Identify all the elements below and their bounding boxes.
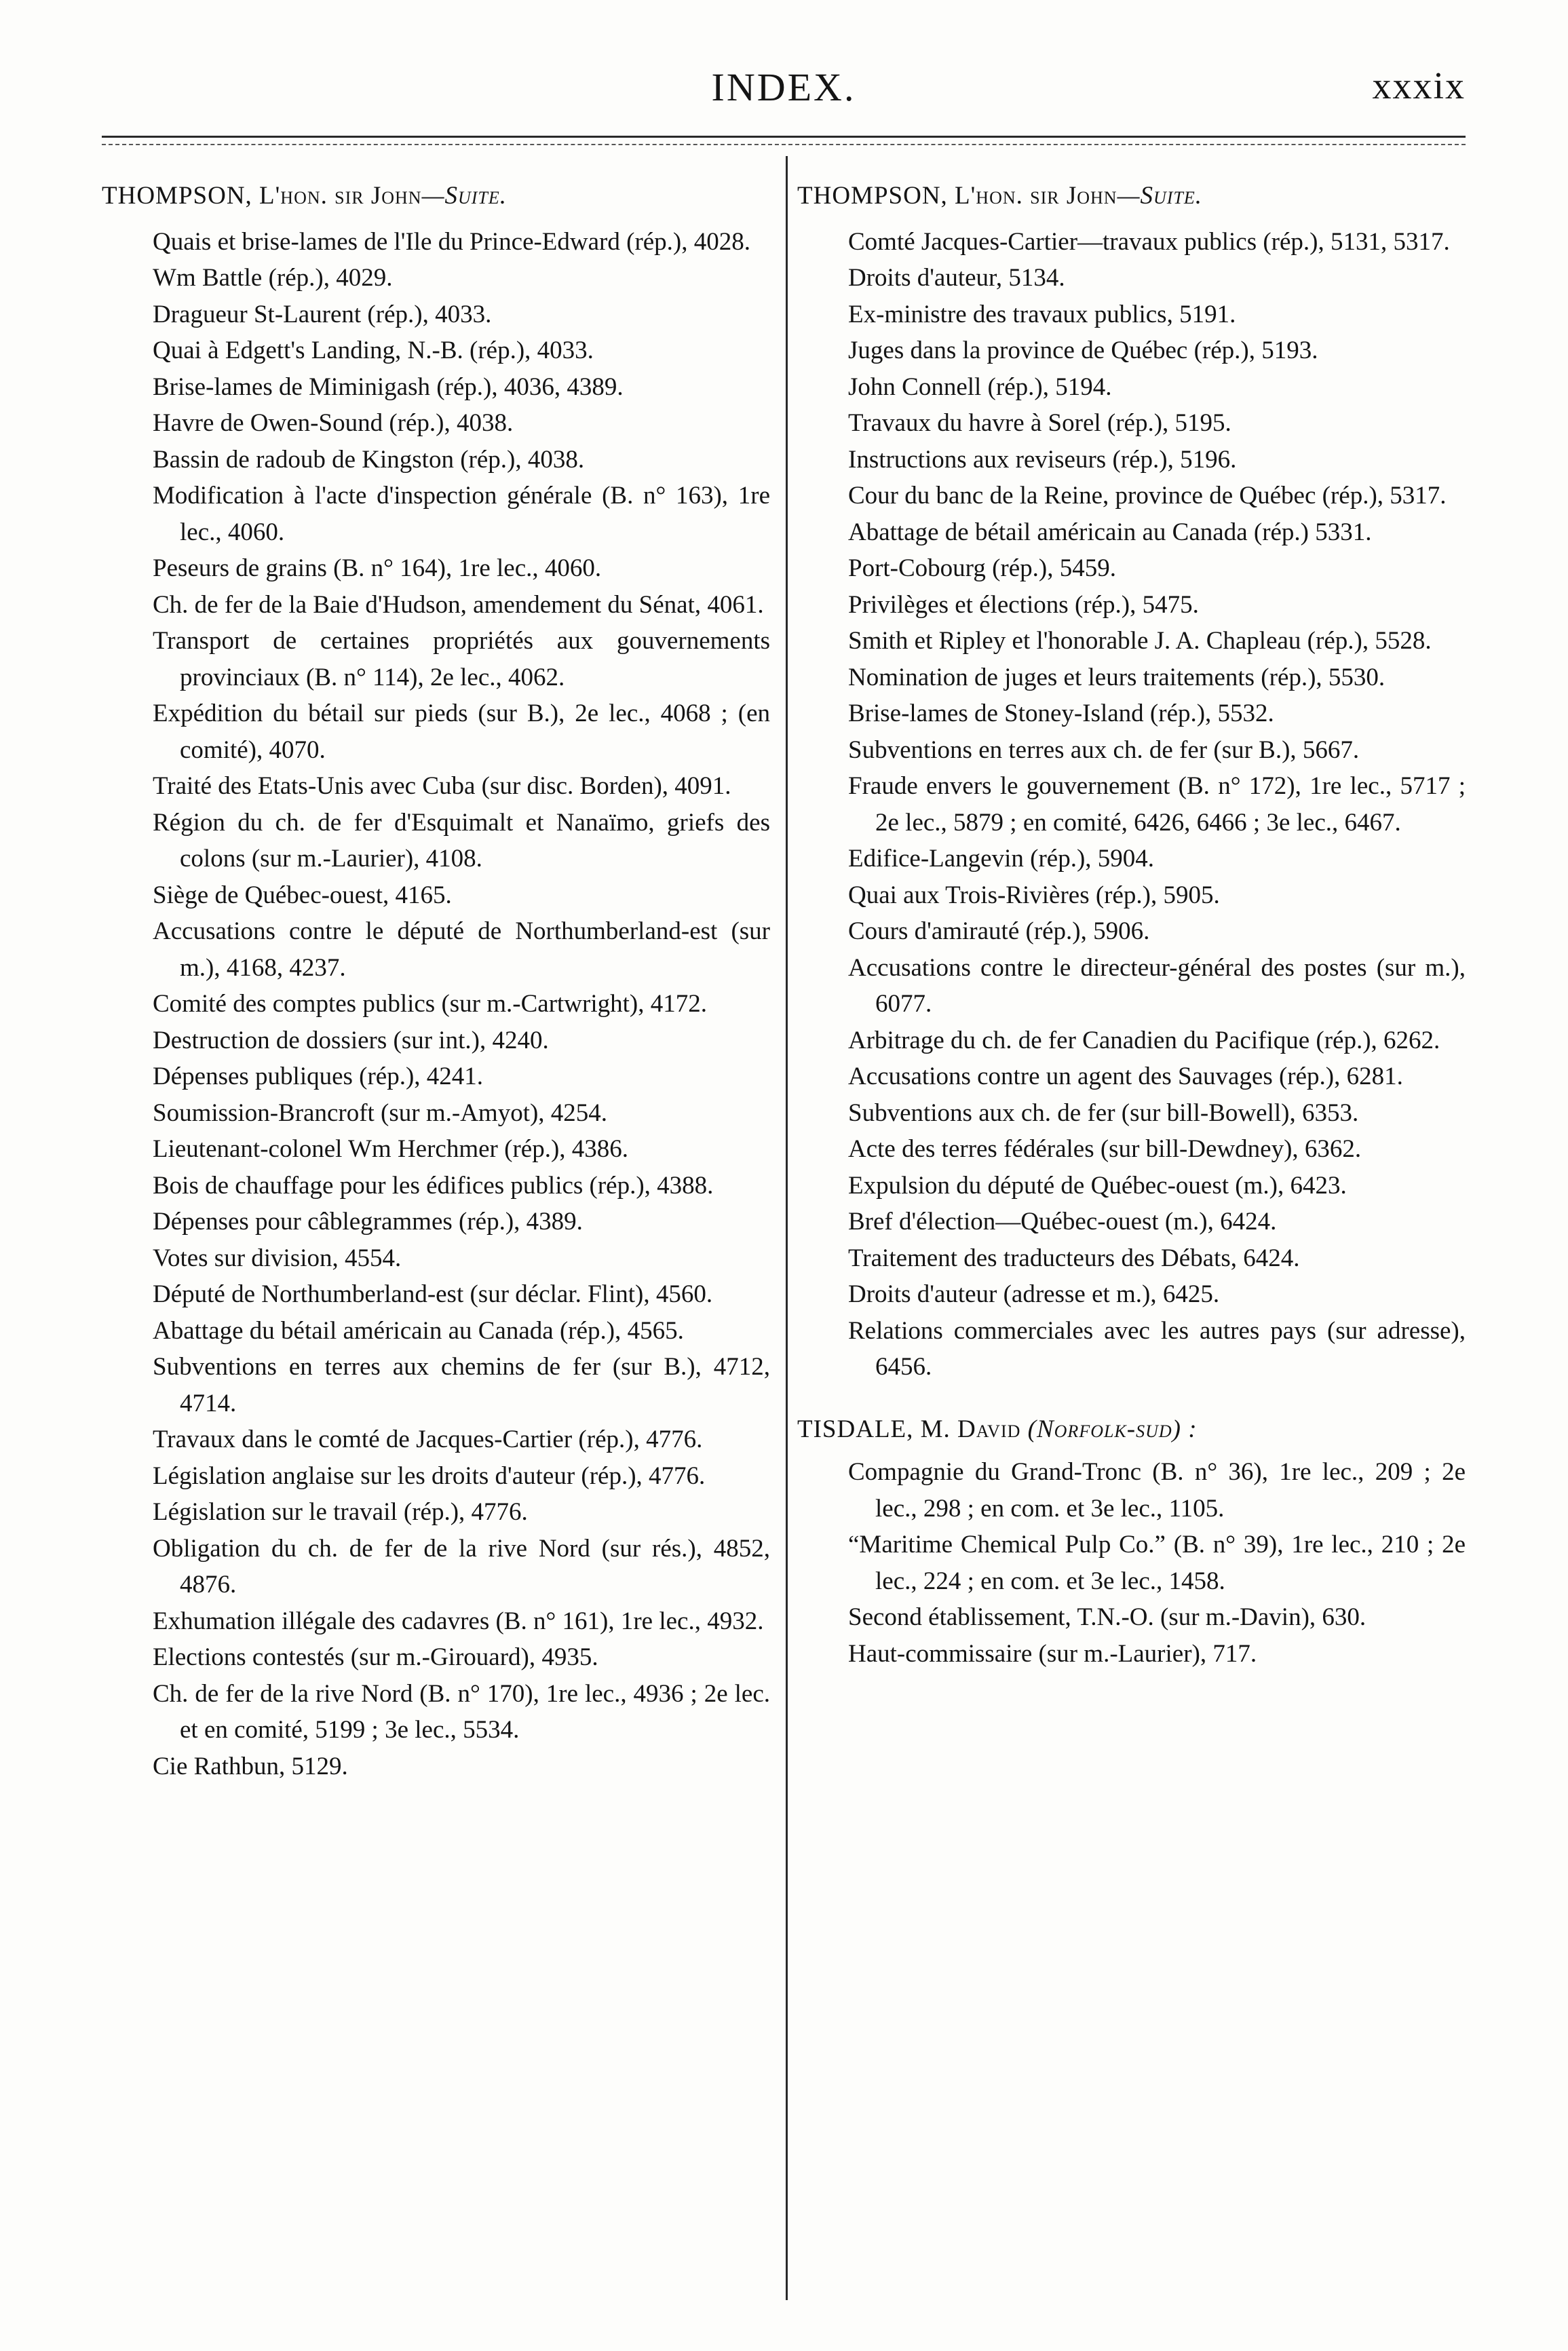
index-entry: Obligation du ch. de fer de la rive Nord (sur rés.), 4852, 4876. bbox=[153, 1534, 770, 1599]
index-entry: Ch. de fer de la Baie d'Hudson, amendement du Sénat, 4061. bbox=[153, 590, 764, 619]
index-entry: Travaux du havre à Sorel (rép.), 5195. bbox=[848, 409, 1231, 437]
left-column bbox=[102, 178, 770, 1784]
index-entry: Subventions aux ch. de fer (sur bill-Bowell), 6353. bbox=[848, 1098, 1359, 1127]
index-entry: Ch. de fer de la rive Nord (B. n° 170), 1re lec., 4936 ; 2e lec. et en comité, 5199 ; 3e lec., 5534. bbox=[153, 1679, 770, 1744]
index-entry: Fraude envers le gouvernement (B. n° 172), 1re lec., 5717 ; 2e lec., 5879 ; en comité, 6426, 6466 ; 3e lec., 6467. bbox=[848, 772, 1466, 837]
index-entry: Dépenses publiques (rép.), 4241. bbox=[153, 1063, 484, 1090]
index-entry: Député de Northumberland-est (sur déclar. Flint), 4560. bbox=[153, 1280, 713, 1308]
right-column bbox=[797, 178, 1466, 1672]
index-entry: Arbitrage du ch. de fer Canadien du Pacifique (rép.), 6262. bbox=[848, 1026, 1440, 1054]
index-entry: Votes sur division, 4554. bbox=[153, 1244, 402, 1272]
index-entry: Comté Jacques-Cartier—travaux publics (rép.), 5131, 5317. bbox=[848, 227, 1450, 256]
index-entry: Ex-ministre des travaux publics, 5191. bbox=[848, 300, 1236, 328]
index-entry: Traitement des traducteurs des Débats, 6424. bbox=[848, 1244, 1300, 1272]
heading-suite: —Suite. bbox=[421, 182, 508, 210]
index-entry: Haut-commissaire (sur m.-Laurier), 717. bbox=[848, 1639, 1257, 1668]
page-number: xxxix bbox=[1372, 65, 1466, 107]
index-entry: Instructions aux reviseurs (rép.), 5196. bbox=[848, 445, 1237, 474]
index-entry: Cie Rathbun, 5129. bbox=[153, 1752, 348, 1780]
index-entry: Dépenses pour câblegrammes (rép.), 4389. bbox=[153, 1208, 583, 1236]
index-entry: Droits d'auteur (adresse et m.), 6425. bbox=[848, 1280, 1220, 1308]
index-entry: Abattage du bétail américain au Canada (rép.), 4565. bbox=[153, 1316, 684, 1345]
continuation-heading bbox=[102, 178, 770, 214]
index-entry: Smith et Ripley et l'honorable J. A. Chapleau (rép.), 5528. bbox=[848, 627, 1432, 655]
index-entry: Quais et brise-lames de l'Ile du Prince-Edward (rép.), 4028. bbox=[153, 227, 751, 256]
index-entry: Expédition du bétail sur pieds (sur B.), 2e lec., 4068 ; (en comité), 4070. bbox=[153, 700, 770, 764]
index-entry: Exhumation illégale des cadavres (B. n° 161), 1re lec., 4932. bbox=[153, 1607, 764, 1635]
index-entry: Expulsion du député de Québec-ouest (m.), 6423. bbox=[848, 1171, 1347, 1200]
index-entry: Port-Cobourg (rép.), 5459. bbox=[848, 554, 1116, 582]
index-entry: Accusations contre le député de Northumberland-est (sur m.), 4168, 4237. bbox=[153, 917, 770, 982]
index-entry: Région du ch. de fer d'Esquimalt et Nanaïmo, griefs des colons (sur m.-Laurier), 4108. bbox=[153, 808, 770, 873]
index-entry: Bassin de radoub de Kingston (rép.), 4038. bbox=[153, 445, 585, 474]
header-rule bbox=[102, 136, 1466, 138]
index-entry: Acte des terres fédérales (sur bill-Dewdney), 6362. bbox=[848, 1135, 1362, 1163]
index-entry: Législation sur le travail (rép.), 4776. bbox=[153, 1498, 528, 1526]
index-entry: Havre de Owen-Sound (rép.), 4038. bbox=[153, 409, 514, 437]
index-entry: Siège de Québec-ouest, 4165. bbox=[153, 881, 452, 909]
index-entry: Cours d'amirauté (rép.), 5906. bbox=[848, 917, 1150, 945]
entry-list bbox=[797, 1454, 1466, 1672]
index-entry: Quai à Edgett's Landing, N.-B. (rép.), 4033. bbox=[153, 337, 594, 364]
index-entry: Lieutenant-colonel Wm Herchmer (rép.), 4386. bbox=[153, 1135, 629, 1163]
index-entry: Législation anglaise sur les droits d'auteur (rép.), 4776. bbox=[153, 1461, 706, 1490]
index-entry: Bref d'élection—Québec-ouest (m.), 6424. bbox=[848, 1208, 1277, 1236]
index-entry: Quai aux Trois-Rivières (rép.), 5905. bbox=[848, 881, 1220, 909]
index-entry: Cour du banc de la Reine, province de Québec (rép.), 5317. bbox=[848, 482, 1447, 510]
index-entry: Privilèges et élections (rép.), 5475. bbox=[848, 590, 1199, 619]
heading-name: THOMPSON, L'hon. sir John bbox=[797, 182, 1117, 210]
entry-list bbox=[797, 224, 1466, 1385]
index-entry: Peseurs de grains (B. n° 164), 1re lec., 4060. bbox=[153, 554, 602, 582]
index-entry: Transport de certaines propriétés aux gouvernements provinciaux (B. n° 114), 2e lec., 4062. bbox=[153, 627, 770, 691]
page-header bbox=[102, 58, 1466, 119]
continuation-heading bbox=[797, 178, 1466, 214]
index-entry: Brise-lames de Miminigash (rép.), 4036, 4389. bbox=[153, 372, 624, 401]
index-entry: Accusations contre le directeur-général des postes (sur m.), 6077. bbox=[848, 953, 1466, 1018]
section-riding: (Norfolk-sud) : bbox=[1027, 1415, 1198, 1443]
index-entry: Comité des comptes publics (sur m.-Cartwright), 4172. bbox=[153, 990, 707, 1018]
index-entry: Wm Battle (rép.), 4029. bbox=[153, 264, 393, 292]
index-entry: Elections contestés (sur m.-Girouard), 4935. bbox=[153, 1643, 598, 1671]
index-entry: Modification à l'acte d'inspection générale (B. n° 163), 1re lec., 4060. bbox=[153, 482, 770, 546]
page-title: INDEX. bbox=[711, 65, 856, 109]
index-entry: Edifice-Langevin (rép.), 5904. bbox=[848, 845, 1155, 873]
index-entry: Subventions en terres aux ch. de fer (sur B.), 5667. bbox=[848, 735, 1360, 764]
index-entry: Brise-lames de Stoney-Island (rép.), 5532. bbox=[848, 700, 1274, 727]
index-entry: “Maritime Chemical Pulp Co.” (B. n° 39), 1re lec., 210 ; 2e lec., 224 ; en com. et 3e lec., 1458. bbox=[848, 1531, 1466, 1595]
index-entry: Subventions en terres aux chemins de fer (sur B.), 4712, 4714. bbox=[153, 1353, 770, 1417]
heading-name: THOMPSON, L'hon. sir John bbox=[102, 182, 422, 210]
entry-list bbox=[102, 224, 770, 1785]
index-entry: Dragueur St-Laurent (rép.), 4033. bbox=[153, 300, 492, 328]
index-entry: Compagnie du Grand-Tronc (B. n° 36), 1re lec., 209 ; 2e lec., 298 ; en com. et 3e lec., 1105. bbox=[848, 1458, 1466, 1523]
index-entry: Abattage de bétail américain au Canada (rép.) 5331. bbox=[848, 518, 1372, 546]
section-heading bbox=[797, 1411, 1466, 1448]
column-divider bbox=[786, 156, 788, 2300]
index-entry: Soumission-Brancroft (sur m.-Amyot), 4254. bbox=[153, 1098, 608, 1127]
index-entry: Travaux dans le comté de Jacques-Cartier (rép.), 4776. bbox=[153, 1426, 703, 1453]
index-entry: Destruction de dossiers (sur int.), 4240. bbox=[153, 1026, 549, 1054]
index-entry: John Connell (rép.), 5194. bbox=[848, 372, 1112, 401]
index-entry: Second établissement, T.N.-O. (sur m.-Davin), 630. bbox=[848, 1603, 1366, 1631]
index-entry: Traité des Etats-Unis avec Cuba (sur disc. Borden), 4091. bbox=[153, 772, 731, 800]
header-rule-dashed bbox=[102, 144, 1466, 145]
index-entry: Relations commerciales avec les autres pays (sur adresse), 6456. bbox=[848, 1316, 1466, 1381]
heading-suite: —Suite. bbox=[1117, 182, 1203, 210]
index-entry: Bois de chauffage pour les édifices publics (rép.), 4388. bbox=[153, 1171, 714, 1200]
section-name: TISDALE, M. David bbox=[797, 1415, 1021, 1443]
index-entry: Nomination de juges et leurs traitements (rép.), 5530. bbox=[848, 663, 1385, 691]
index-entry: Juges dans la province de Québec (rép.), 5193. bbox=[848, 337, 1318, 364]
index-entry: Accusations contre un agent des Sauvages (rép.), 6281. bbox=[848, 1063, 1403, 1090]
index-entry: Droits d'auteur, 5134. bbox=[848, 264, 1065, 292]
